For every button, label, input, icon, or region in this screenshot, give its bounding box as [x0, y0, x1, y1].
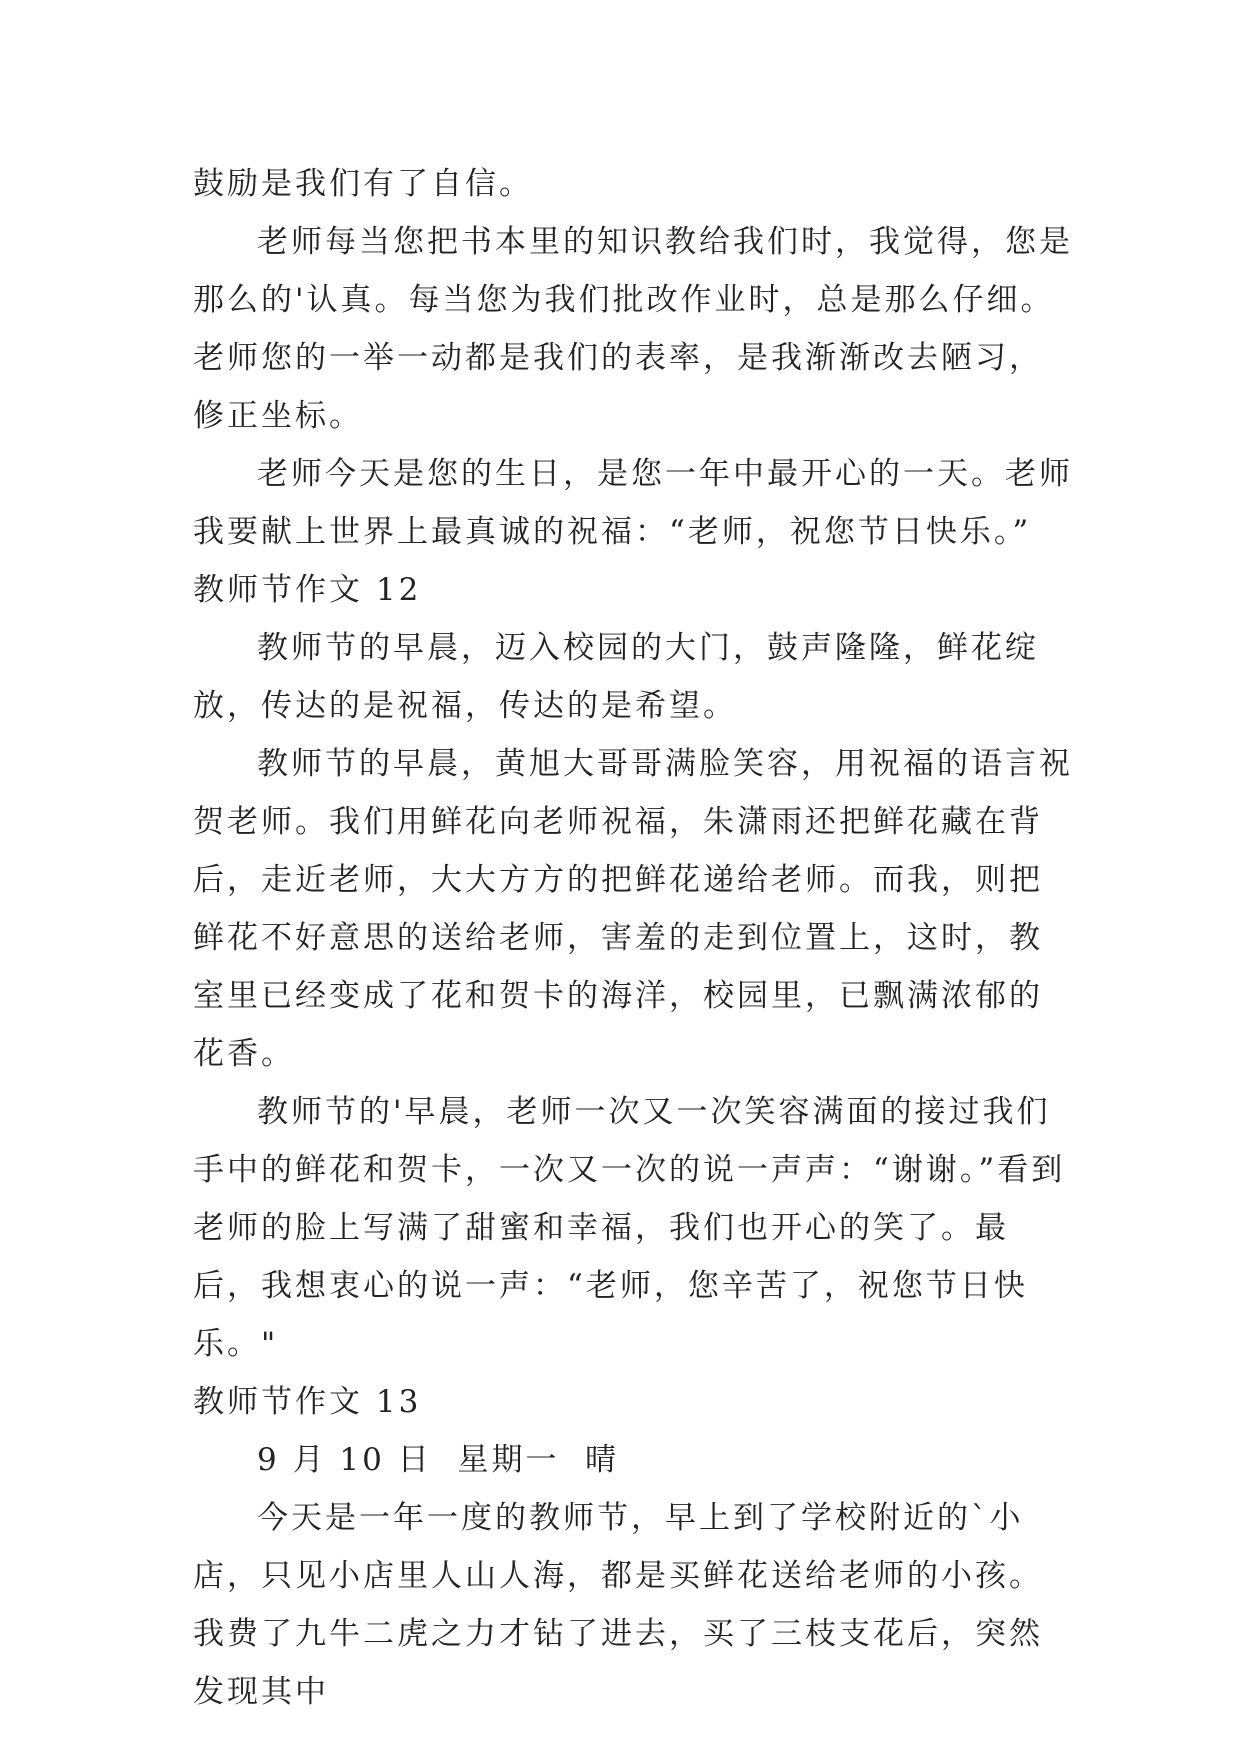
document-body — [193, 155, 1073, 1721]
date-line: 9 月 10 日 星期一 晴 — [257, 1442, 620, 1478]
paragraph-4: 教师节的早晨，迈入校园的大门，鼓声隆隆，鲜花绽放，传达的是祝福，传达的是希望。 — [193, 630, 1039, 724]
paragraph-5: 教师节的早晨，黄旭大哥哥满脸笑容，用祝福的语言祝贺老师。我们用鲜花向老师祝福，朱潇雨还把鲜花藏在背后，走近老师，大大方方的把鲜花递给老师。而我，则把鲜花不好意思的送给老师，害羞的走到位置上，这时，教室里已经变成了花和贺卡的海洋，校园里，已飘满浓郁的花香。 — [193, 746, 1073, 1072]
paragraph-1: 鼓励是我们有了自信。 — [193, 166, 533, 202]
paragraph-7: 今天是一年一度的教师节，早上到了学校附近的`小店，只见小店里人山人海，都是买鲜花送给老师的小孩。我费了九牛二虎之力才钻了进去，买了三枝支花后，突然发现其中 — [193, 1500, 1043, 1710]
paragraph-6: 教师节的'早晨，老师一次又一次笑容满面的接过我们手中的鲜花和贺卡，一次又一次的说一声声：“谢谢。”看到老师的脸上写满了甜蜜和幸福，我们也开心的笑了。最后，我想衷心的说一声：“老师，您辛苦了，祝您节日快乐。" — [193, 1094, 1066, 1362]
essay-heading-13: 教师节作文 13 — [193, 1384, 422, 1420]
essay-heading-12: 教师节作文 12 — [193, 572, 422, 608]
paragraph-3: 老师今天是您的生日，是您一年中最开心的一天。老师我要献上世界上最真诚的祝福：“老师，祝您节日快乐。” — [193, 456, 1073, 550]
paragraph-2: 老师每当您把书本里的知识教给我们时，我觉得，您是那么的'认真。每当您为我们批改作业时，总是那么仔细。老师您的一举一动都是我们的表率，是我渐渐改去陋习，修正坐标。 — [193, 224, 1073, 434]
